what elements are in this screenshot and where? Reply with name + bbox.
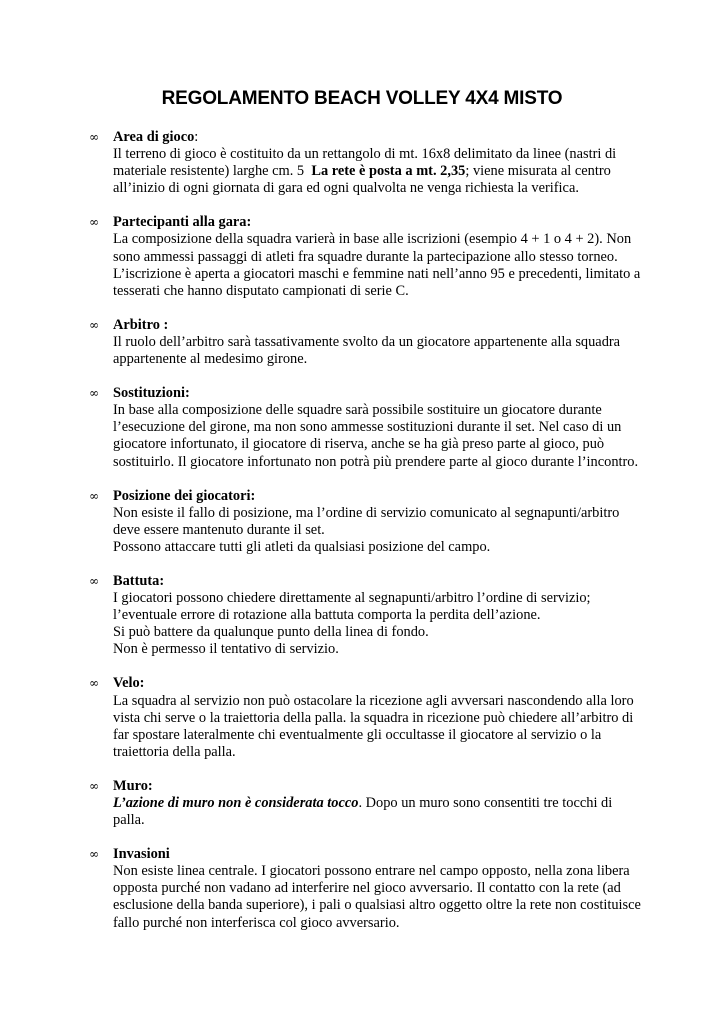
bullet-icon: ∞ xyxy=(89,317,99,332)
section-text-line: sono ammessi passaggi di atleti fra squadre durante la partecipazione allo stesso torneo. xyxy=(113,248,618,265)
section-text-line: Possono attaccare tutti gli atleti da qualsiasi posizione del campo. xyxy=(113,538,491,555)
section-text-line: Non esiste il fallo di posizione, ma l’ordine di servizio comunicato al segnapunti/arbitro xyxy=(113,504,620,521)
section-invasioni xyxy=(89,846,643,931)
section-text-line: vista chi serve o la traiettoria della palla. la squadra in ricezione può chiedere all’arbitro di xyxy=(113,709,634,726)
section-text-line: materiale resistente) larghe cm. 5 La rete è posta a mt. 2,35; viene misurata al centro xyxy=(113,163,611,180)
section-text-line: I giocatori possono chiedere direttamente al segnapunti/arbitro l’ordine di servizio; xyxy=(113,590,591,607)
section-text-line: l’esecuzione del girone, ma non sono ammesse sostituzioni durante il set. Nel caso di un xyxy=(113,419,622,436)
section-text-line: all’inizio di ogni giornata di gara ed ogni qualvolta ne venga richiesta la verifica. xyxy=(113,180,579,197)
section-text-line: traiettoria della palla. xyxy=(113,743,236,760)
section-sostituzioni xyxy=(89,385,643,470)
section-battuta xyxy=(89,572,643,658)
section-text-line: Non esiste linea centrale. I giocatori possono entrare nel campo opposto, nella zona libera xyxy=(113,863,630,880)
section-text-line: In base alla composizione delle squadre sarà possibile sostituire un giocatore durante xyxy=(113,402,602,419)
section-text-line: L’azione di muro non è considerata tocco. Dopo un muro sono consentiti tre tocchi di xyxy=(113,795,613,811)
bullet-icon: ∞ xyxy=(89,573,99,588)
section-text-line: l’eventuale errore di rotazione alla battuta comporta la perdita dell’azione. xyxy=(113,607,541,624)
bullet-icon: ∞ xyxy=(89,215,99,230)
rules-list xyxy=(89,129,643,949)
section-text-line: Il terreno di gioco è costituito da un rettangolo di mt. 16x8 delimitato da linee (nastri di xyxy=(113,146,617,163)
section-muro xyxy=(89,777,643,829)
section-title: Velo: xyxy=(113,675,145,692)
section-text-line: appartenente al medesimo girone. xyxy=(113,351,308,368)
bullet-icon: ∞ xyxy=(89,488,99,503)
document-title: REGOLAMENTO BEACH VOLLEY 4X4 MISTO xyxy=(161,88,563,109)
section-text-line: Il ruolo dell’arbitro sarà tassativamente svolto da un giocatore appartenente alla squadra xyxy=(113,333,621,350)
section-title: Arbitro : xyxy=(113,316,169,333)
section-text-line: palla. xyxy=(113,812,145,829)
section-text-line: giocatore infortunato, il giocatore di riserva, anche se ha già preso parte al gioco, può xyxy=(113,436,605,453)
section-text-line: La squadra al servizio non può ostacolare la ricezione agli avversari nascondendo alla loro xyxy=(113,692,634,709)
section-area-di-gioco: ∞ Area di gioco: Il terreno di gioco è costituito da un rettangolo di mt. 16x8 delimitato da linee (nastri di materiale resistente) larghe cm. 5 La rete è posta a mt. 2,35; viene misurata al centro all’inizio di ogni giornata di gara ed ogni qualvolta ne venga richiesta la verifica. xyxy=(113,129,643,197)
section-text-line: far spostare lateralmente chi eventualmente gli occultasse il giocatore al servizio o la xyxy=(113,726,602,743)
section-title: Invasioni xyxy=(113,846,170,863)
section-text-line: Non è permesso il tentativo di servizio. xyxy=(113,641,339,658)
section-text-line: opposta purché non vadano ad interferire nel gioco avversario. Il contatto con la rete (ad xyxy=(113,880,621,897)
section-text-line: sostituirlo. Il giocatore infortunato non potrà più prendere parte al gioco durante l’incontro. xyxy=(113,453,639,470)
section-arbitro xyxy=(89,316,643,368)
bullet-icon: ∞ xyxy=(89,847,99,862)
muro-emphasis: L’azione di muro non è considerata tocco xyxy=(113,795,359,811)
section-text-line: L’iscrizione è aperta a giocatori maschi e femmine nati nell’anno 95 e precedenti, limitato a xyxy=(113,265,641,282)
section-text-line: deve essere mantenuto durante il set. xyxy=(113,521,325,538)
section-text-line: tesserati che hanno disputato campionati di serie C. xyxy=(113,282,409,299)
section-text-line: fallo purché non interferisca col gioco avversario. xyxy=(113,914,400,931)
bullet-icon: ∞ xyxy=(89,130,99,144)
section-text-line: La composizione della squadra varierà in base alle iscrizioni (esempio 4 + 1 o 4 + 2). Non xyxy=(113,231,632,248)
section-title: Area di gioco xyxy=(113,129,195,145)
section-velo xyxy=(89,675,643,760)
section-title: Sostituzioni: xyxy=(113,385,190,402)
section-title: Partecipanti alla gara: xyxy=(113,214,252,231)
section-text-line: esclusione della banda superiore), i pali o qualsiasi altro oggetto oltre la rete non costituisce xyxy=(113,897,641,914)
section-title: Battuta: xyxy=(113,572,165,589)
bullet-icon: ∞ xyxy=(89,778,99,793)
section-posizione-giocatori xyxy=(89,487,643,556)
rete-height-highlight: La rete è posta a mt. 2,35 xyxy=(311,163,466,180)
bullet-icon: ∞ xyxy=(89,386,99,401)
section-title: Posizione dei giocatori: xyxy=(113,487,256,504)
section-text-line: Si può battere da qualunque punto della linea di fondo. xyxy=(113,624,429,641)
section-title: Muro: xyxy=(113,777,153,794)
section-partecipanti xyxy=(89,214,643,299)
bullet-icon: ∞ xyxy=(89,676,99,691)
